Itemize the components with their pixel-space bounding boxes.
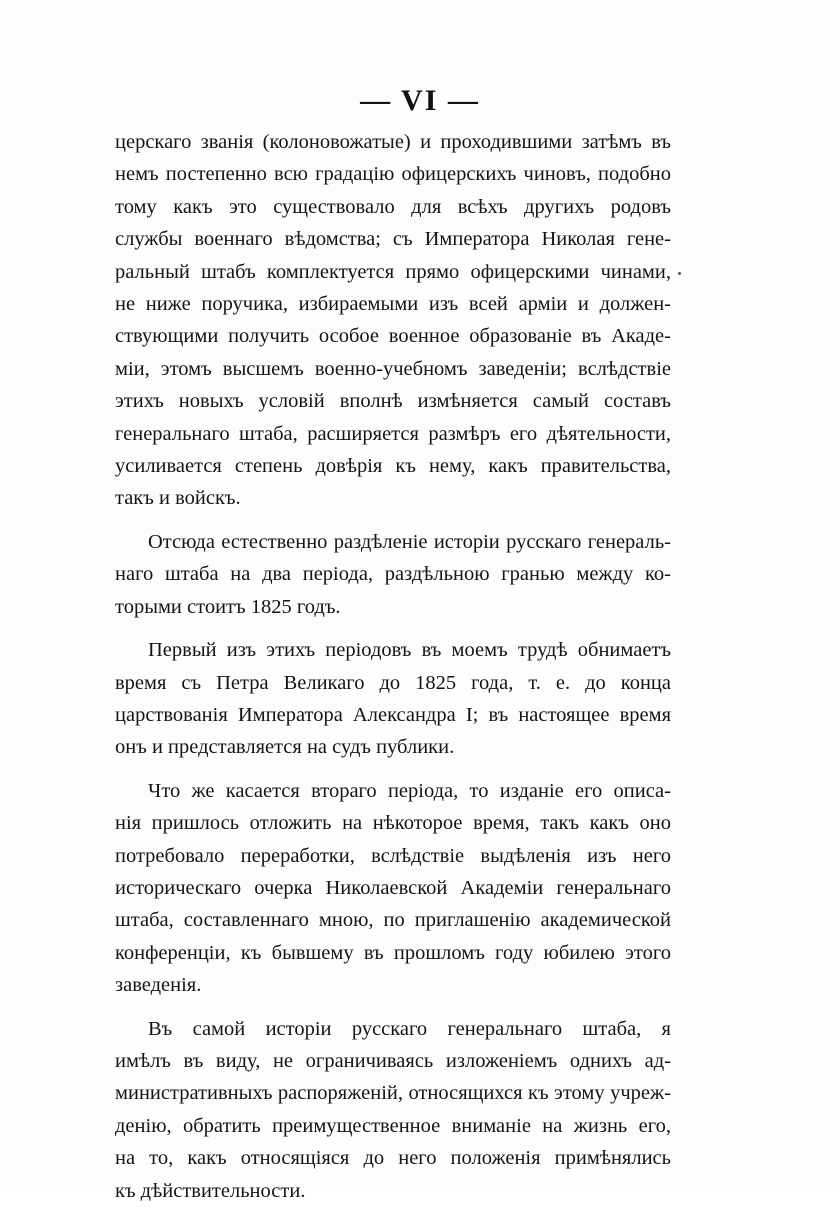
text-line: Въ самой исторіи русскаго генеральнаго штаба, я <box>148 1017 671 1040</box>
text-line: не ниже поручика, избираемыми изъ всей арміи и должен- <box>115 293 671 316</box>
text-line: генеральнаго штаба, расширяется размѣръ его дѣятельности, <box>115 422 671 445</box>
text-line: заведенія. <box>115 974 202 997</box>
text-line: на то, какъ относящіяся до него положенія примѣнялись <box>115 1147 671 1170</box>
paragraph <box>115 126 671 515</box>
text-line: историческаго очерка Николаевской Академіи генеральнаго <box>115 876 671 899</box>
text-line: конференціи, къ бывшему въ прошломъ году юбилею этого <box>115 941 671 964</box>
text-line: церскаго званія (колоновожатые) и проходившими затѣмъ въ <box>115 131 671 153</box>
text-line: Первый изъ этихъ періодовъ въ моемъ трудѣ обнимаетъ <box>148 639 671 662</box>
text-line: наго штаба на два періода, раздѣльною гранью между ко- <box>115 563 671 586</box>
text-line: ствующими получить особое военное образованіе въ Акаде- <box>115 325 671 348</box>
text-line: такъ и войскъ. <box>115 487 241 510</box>
text-line: царствованія Императора Александра I; въ настоящее время <box>115 703 671 726</box>
text-line: усиливается степень довѣрія къ нему, какъ правительства, <box>115 455 671 478</box>
text-line: имѣлъ въ виду, не ограничиваясь изложеніемъ однихъ ад- <box>115 1049 671 1072</box>
ink-speck <box>678 272 681 275</box>
text-line: службы военнаго вѣдомства; съ Императора Николая гене- <box>115 228 671 251</box>
text-line: денію, обратить преимущественное вниманіе на жизнь его, <box>115 1114 671 1137</box>
body-text <box>115 126 671 1207</box>
text-line: къ дѣйствительности. <box>115 1179 306 1202</box>
page-number: — VI — <box>360 84 480 117</box>
text-line: министративныхъ распоряженій, относящихся къ этому учреж- <box>115 1082 671 1105</box>
paragraph <box>115 526 671 623</box>
text-line: нія пришлось отложить на нѣкоторое время, такъ какъ оно <box>115 812 671 835</box>
text-line: міи, этомъ высшемъ военно-учебномъ заведеніи; вслѣдствіе <box>115 357 671 380</box>
text-line: штаба, составленнаго мною, по приглашенію академической <box>115 909 671 932</box>
paragraph <box>115 634 671 764</box>
text-line: торыми стоитъ 1825 годъ. <box>115 595 341 618</box>
text-line: время съ Петра Великаго до 1825 года, т. е. до конца <box>115 671 671 694</box>
text-line: онъ и представляется на судъ публики. <box>115 736 455 759</box>
text-line: ральный штабъ комплектуется прямо офицерскими чинами, <box>115 260 671 283</box>
text-line: Что же касается втораго періода, то изданіе его описа- <box>148 779 671 802</box>
paragraph <box>115 775 671 1002</box>
text-line: немъ постепенно всю градацію офицерскихъ чиновъ, подобно <box>115 163 671 186</box>
text-line: тому какъ это существовало для всѣхъ другихъ родовъ <box>115 195 671 218</box>
text-line: Отсюда естественно раздѣленіе исторіи русскаго генераль- <box>148 530 671 553</box>
text-line: потребовало переработки, вслѣдствіе выдѣленія изъ него <box>115 844 671 867</box>
paragraph <box>115 1013 671 1207</box>
text-line: этихъ новыхъ условій вполнѣ измѣняется самый составъ <box>115 390 671 413</box>
